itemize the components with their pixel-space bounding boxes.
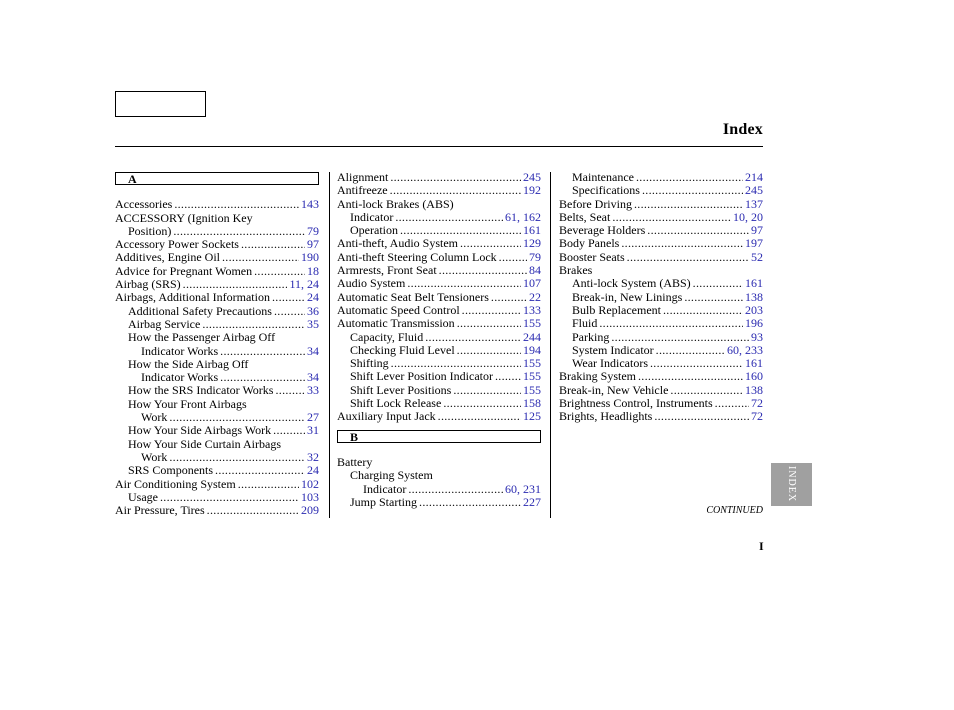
index-entry[interactable] [115,291,319,304]
entry-text: Shift Lever Position Indicator [350,369,493,384]
index-entry[interactable] [115,464,319,477]
index-entry[interactable] [559,277,763,290]
entry-text: Shifting [350,356,389,371]
entry-text: Capacity, Fluid [350,329,424,344]
page-link[interactable]: 125 [523,409,541,424]
spacer [337,424,541,429]
page-link[interactable]: 155 [523,356,541,371]
entry-text: Usage [128,489,158,504]
entry-text: Audio System [337,276,406,291]
page-link[interactable]: 197 [745,236,763,251]
index-entry [337,198,541,211]
dot-leader [453,384,521,397]
page-link[interactable]: 36 [307,303,319,318]
page-link[interactable]: 32 [307,449,319,464]
entry-text: Indicator [350,209,394,224]
dot-leader [407,277,521,290]
entry-text: Airbags, Additional Information [115,290,270,305]
entry-text: Automatic Transmission [337,316,455,331]
index-entry[interactable] [559,384,763,397]
index-entry[interactable] [337,357,541,370]
page-link[interactable]: 103 [301,489,319,504]
index-entry [559,264,763,277]
page-link[interactable]: 161 [523,223,541,238]
page-link[interactable]: 155 [523,382,541,397]
page-link[interactable]: 133 [523,302,541,317]
section-header: B [337,430,541,443]
page-title: Index [722,121,763,138]
index-entry[interactable] [559,251,763,264]
dot-leader [438,410,521,423]
dot-leader [621,237,743,250]
entry-text: Indicator Works [141,343,219,358]
index-entry[interactable] [559,184,763,197]
index-entry[interactable] [337,184,541,197]
index-entry[interactable] [337,264,541,277]
index-entry[interactable] [337,384,541,397]
index-entry[interactable] [337,304,541,317]
dot-leader [241,238,305,251]
entry-text: Operation [350,223,398,238]
entry-text: Checking Fluid Level [350,342,455,357]
dot-leader [636,171,743,184]
entry-text: How Your Side Curtain Airbags [128,436,282,451]
header-rule [115,146,763,147]
dot-leader [174,198,299,211]
dot-leader [460,237,521,250]
entry-text: How the Passenger Airbag Off [128,330,276,345]
page-link[interactable]: 84 [529,263,541,278]
page-link[interactable]: 227 [523,494,541,509]
index-entry[interactable] [559,224,763,237]
index-entry[interactable] [337,410,541,423]
index-column-2 [337,171,541,509]
page-link[interactable]: 35 [307,316,319,331]
dot-leader [670,384,743,397]
index-entry[interactable] [559,317,763,330]
page-link[interactable]: 209 [301,503,319,518]
entry-text: Anti-lock Brakes (ABS) [337,196,454,211]
dot-leader [275,384,305,397]
page-link[interactable]: 194 [523,342,541,357]
entry-text: Belts, Seat [559,209,611,224]
dot-leader [457,317,521,330]
entry-text: Antifreeze [337,183,388,198]
page-link[interactable]: 27 [307,410,319,425]
entry-text: Wear Indicators [572,356,648,371]
page-link[interactable]: 129 [523,236,541,251]
dot-leader [627,251,749,264]
index-entry[interactable] [337,237,541,250]
entry-text: System Indicator [572,342,654,357]
entry-text: Automatic Seat Belt Tensioners [337,289,489,304]
dot-leader [390,171,521,184]
page-link[interactable]: 79 [529,249,541,264]
index-entry[interactable] [559,304,763,317]
entry-text: Indicator Works [141,370,219,385]
index-column-1 [115,171,319,517]
entry-text: How Your Side Airbags Work [128,423,272,438]
section-header: A [115,172,319,185]
dot-leader [499,251,527,264]
dot-leader [215,464,305,477]
dot-leader [684,291,743,304]
page-link[interactable]: 161 [745,276,763,291]
entry-text: Additional Safety Precautions [128,303,272,318]
dot-leader [650,357,743,370]
page-link[interactable]: 196 [745,316,763,331]
spacer [115,185,319,198]
page-link[interactable]: 97 [307,237,319,252]
index-entry[interactable] [337,251,541,264]
page-link[interactable]: 160 [745,369,763,384]
page-link[interactable]: 203 [745,302,763,317]
index-entry[interactable] [115,504,319,517]
entry-text: Brights, Headlights [559,409,653,424]
page-link[interactable]: 61, 162 [505,209,541,224]
index-entry[interactable] [559,344,763,357]
entry-text: Charging System [350,468,433,483]
index-entry[interactable] [115,384,319,397]
dot-leader [222,251,299,264]
dot-leader [638,370,743,383]
entry-text: How the Side Airbag Off [128,356,249,371]
index-entry[interactable] [559,331,763,344]
page-link[interactable]: 60, 233 [727,342,763,357]
entry-text: ACCESSORY (Ignition Key [115,210,253,225]
index-entry [337,469,541,482]
dot-leader [425,331,521,344]
entry-text: Accessories [115,197,173,212]
page-link[interactable]: 22 [529,289,541,304]
dot-leader [202,318,305,331]
index-entry[interactable] [115,305,319,318]
dot-leader [220,371,305,384]
page-link[interactable]: 24 [307,290,319,305]
page-link[interactable]: 137 [745,196,763,211]
dot-leader [654,410,749,423]
dot-leader [612,211,731,224]
page-link[interactable]: 155 [523,369,541,384]
column-divider-1 [329,172,330,518]
index-entry[interactable] [337,277,541,290]
dot-leader [395,211,503,224]
entry-text: Shift Lock Release [350,396,442,411]
entry-text: Armrests, Front Seat [337,263,437,278]
entry-text: Accessory Power Sockets [115,237,239,252]
dot-leader [599,317,743,330]
index-column-3 [559,171,763,424]
index-entry [115,358,319,371]
entry-text: Before Driving [559,196,632,211]
index-tab[interactable] [771,463,812,506]
index-entry[interactable] [115,251,319,264]
entry-text: Specifications [572,183,640,198]
page-link[interactable]: 33 [307,383,319,398]
dot-leader [647,224,749,237]
index-entry[interactable] [337,331,541,344]
page-link[interactable]: 155 [523,316,541,331]
entry-text: Braking System [559,369,636,384]
continued-note: CONTINUED [706,505,763,516]
page-link[interactable]: 34 [307,370,319,385]
entry-text: Maintenance [572,170,634,184]
dot-leader [663,304,743,317]
dot-leader [183,278,288,291]
entry-text: Advice for Pregnant Women [115,263,253,278]
dot-leader [273,424,305,437]
dot-leader [715,397,749,410]
dot-leader [391,357,521,370]
dot-leader [495,370,521,383]
dot-leader [238,478,299,491]
entry-text: Air Conditioning System [115,476,236,491]
index-entry[interactable] [559,291,763,304]
index-entry [115,212,319,225]
dot-leader [611,331,749,344]
dot-leader [169,411,305,424]
dot-leader [693,277,743,290]
page-link[interactable]: 34 [307,343,319,358]
index-entry[interactable] [337,344,541,357]
page-link[interactable]: 192 [523,183,541,198]
entry-text: Anti-theft Steering Column Lock [337,249,497,264]
index-entry [115,398,319,411]
index-entry [337,456,541,469]
entry-text: Airbag (SRS) [115,277,181,292]
dot-leader [169,451,305,464]
index-entry[interactable] [115,411,319,424]
index-entry[interactable] [559,397,763,410]
dot-leader [160,491,299,504]
page-link[interactable]: 97 [751,223,763,238]
index-entry[interactable] [559,171,763,184]
entry-text: Air Pressure, Tires [115,503,205,518]
page-link[interactable]: 214 [745,170,763,184]
index-entry[interactable] [115,318,319,331]
entry-text: Airbag Service [128,316,201,331]
dot-leader [390,184,521,197]
page-link[interactable]: 245 [745,183,763,198]
entry-text: Additives, Engine Oil [115,250,220,265]
index-entry[interactable] [115,278,319,291]
index-entry[interactable] [337,317,541,330]
index-entry[interactable] [559,357,763,370]
index-entry[interactable] [337,397,541,410]
index-entry[interactable] [115,238,319,251]
entry-text: Work [141,410,168,425]
index-entry[interactable] [337,211,541,224]
entry-text: Automatic Speed Control [337,302,460,317]
page-link[interactable]: 138 [745,382,763,397]
page-link[interactable]: 31 [307,423,319,438]
entry-text: Beverage Holders [559,223,646,238]
entry-text: Break-in, New Linings [572,289,683,304]
dot-leader [443,397,521,410]
entry-text: Fluid [572,316,598,331]
dot-leader [400,224,521,237]
entry-text: Brightness Control, Instruments [559,396,713,411]
page-link[interactable]: 143 [301,197,319,212]
dot-leader [462,304,521,317]
dot-leader [634,198,743,211]
dot-leader [457,344,521,357]
dot-leader [220,345,305,358]
index-entry[interactable] [115,265,319,278]
entry-text: Parking [572,329,610,344]
page-link[interactable]: 11, 24 [289,277,319,292]
index-entry[interactable] [115,198,319,211]
index-entry [115,331,319,344]
page-link[interactable]: 60, 231 [505,481,541,496]
index-entry[interactable] [337,496,541,509]
index-entry[interactable] [115,371,319,384]
top-blank-box [115,91,206,117]
dot-leader [656,344,725,357]
page-link[interactable]: 93 [751,329,763,344]
index-entry[interactable] [115,451,319,464]
dot-leader [274,305,305,318]
index-entry[interactable] [337,224,541,237]
index-entry[interactable] [559,410,763,423]
page-link[interactable]: 244 [523,329,541,344]
page-link[interactable]: 10, 20 [733,209,763,224]
entry-text: Jump Starting [350,494,418,509]
index-entry[interactable] [337,291,541,304]
index-entry[interactable] [337,370,541,383]
dot-leader [254,265,305,278]
entry-text: Work [141,449,168,464]
entry-text: Body Panels [559,236,620,251]
entry-text: Shift Lever Positions [350,382,452,397]
index-entry[interactable] [115,491,319,504]
entry-text: Anti-theft, Audio System [337,236,458,251]
index-entry[interactable] [115,225,319,238]
index-tab-label: INDEX [786,466,797,503]
page-link[interactable]: 190 [301,250,319,265]
index-entry[interactable] [337,171,541,184]
entry-text: Anti-lock System (ABS) [572,276,691,291]
entry-text: Auxiliary Input Jack [337,409,436,424]
page-link[interactable]: 102 [301,476,319,491]
entry-text: Position) [128,223,172,238]
entry-text: Brakes [559,263,593,278]
page-link[interactable]: 138 [745,289,763,304]
dot-leader [173,225,305,238]
dot-leader [272,291,305,304]
entry-text: Alignment [337,170,389,184]
index-entry [115,438,319,451]
entry-text: Bulb Replacement [572,302,661,317]
page-link[interactable]: 52 [751,249,763,264]
index-entry[interactable] [559,237,763,250]
spacer [337,443,541,456]
page-link[interactable]: 72 [751,409,763,424]
page-link[interactable]: 107 [523,276,541,291]
index-entry[interactable] [115,345,319,358]
page-number: I [759,539,764,553]
dot-leader [408,483,503,496]
entry-text: Booster Seats [559,249,625,264]
entry-text: Battery [337,454,373,469]
index-entry[interactable] [559,370,763,383]
entry-text: Indicator [363,481,407,496]
dot-leader [439,264,527,277]
index-entry[interactable] [337,483,541,496]
dot-leader [642,184,743,197]
entry-text: Break-in, New Vehicle [559,382,669,397]
page-link[interactable]: 18 [307,263,319,278]
index-entry[interactable] [559,198,763,211]
page-link[interactable]: 158 [523,396,541,411]
index-entry[interactable] [115,424,319,437]
column-divider-2 [550,172,551,518]
dot-leader [419,496,521,509]
entry-text: How the SRS Indicator Works [128,383,274,398]
dot-leader [491,291,527,304]
entry-text: How Your Front Airbags [128,396,247,411]
page-link[interactable]: 161 [745,356,763,371]
page-link[interactable]: 79 [307,223,319,238]
index-entry[interactable] [115,478,319,491]
dot-leader [207,504,299,517]
page-link[interactable]: 245 [523,170,541,184]
entry-text: SRS Components [128,463,214,478]
page-link[interactable]: 24 [307,463,319,478]
page-link[interactable]: 72 [751,396,763,411]
index-entry[interactable] [559,211,763,224]
